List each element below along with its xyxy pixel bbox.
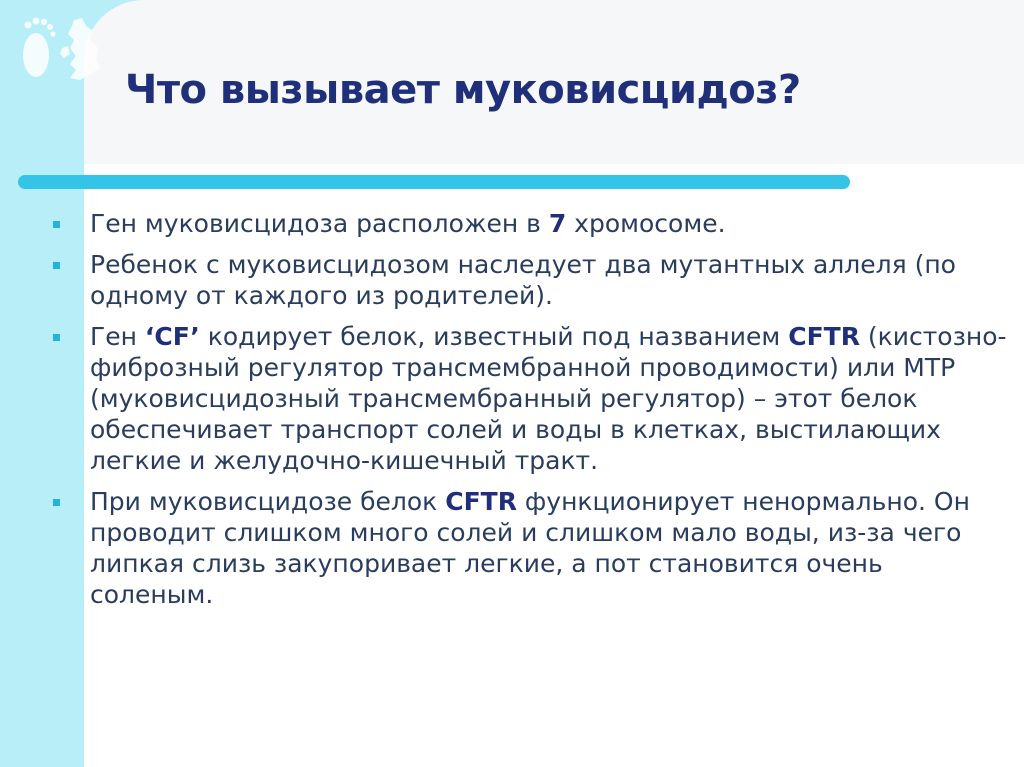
bullet-segment: (кистозно-фиброзный регулятор трансмембранной проводимости) или МТР (муковисцидозный трансмембранный регулятор) – этот белок обеспечивает транспорт солей и воды в клетках, выстилающих легкие и желудочно-кишечный тракт. <box>90 322 1007 475</box>
bullet-emphasis: ‘CF’ <box>144 322 200 351</box>
bullet-segment: При муковисцидозе белок <box>90 487 446 516</box>
bullet-text <box>90 322 1007 475</box>
title-divider <box>18 175 850 189</box>
bullet-text <box>90 487 970 609</box>
bullet-segment: Ген <box>90 322 145 351</box>
bullet-list <box>50 208 1010 620</box>
bullet-emphasis: CFTR <box>788 322 860 351</box>
bullet-segment: кодирует белок, известный под названием <box>199 322 789 351</box>
bullet-emphasis: CFTR <box>445 487 517 516</box>
title-question-mark: ? <box>778 67 801 113</box>
footprints-map-logo <box>10 8 104 88</box>
bullet-segment: хромосоме. <box>566 209 726 238</box>
bullet-segment: Ребенок с муковисцидозом наследует два мутантных аллеля (по одному от каждого из родителей). <box>90 250 956 310</box>
bullet-item <box>50 208 1010 239</box>
bullet-marker-icon <box>53 262 60 269</box>
bullet-emphasis: 7 <box>548 209 567 238</box>
bullet-item <box>50 321 1010 476</box>
bullet-item <box>50 486 1010 610</box>
bullet-marker-icon <box>53 499 60 506</box>
bullet-text <box>90 250 956 310</box>
bullet-item <box>50 249 1010 311</box>
title-text: Что вызывает муковисцидоз <box>125 67 779 113</box>
bullet-marker-icon <box>53 334 60 341</box>
bullet-segment: Ген муковисцидоза расположен в <box>90 209 549 238</box>
bullet-segment: функционирует ненормально. Он проводит слишком много солей и слишком мало воды, из-за чего липкая слизь закупоривает легкие, а пот становится очень соленым. <box>90 487 970 609</box>
slide-title <box>125 62 801 118</box>
bullet-text <box>90 209 726 238</box>
bullet-marker-icon <box>53 221 60 228</box>
